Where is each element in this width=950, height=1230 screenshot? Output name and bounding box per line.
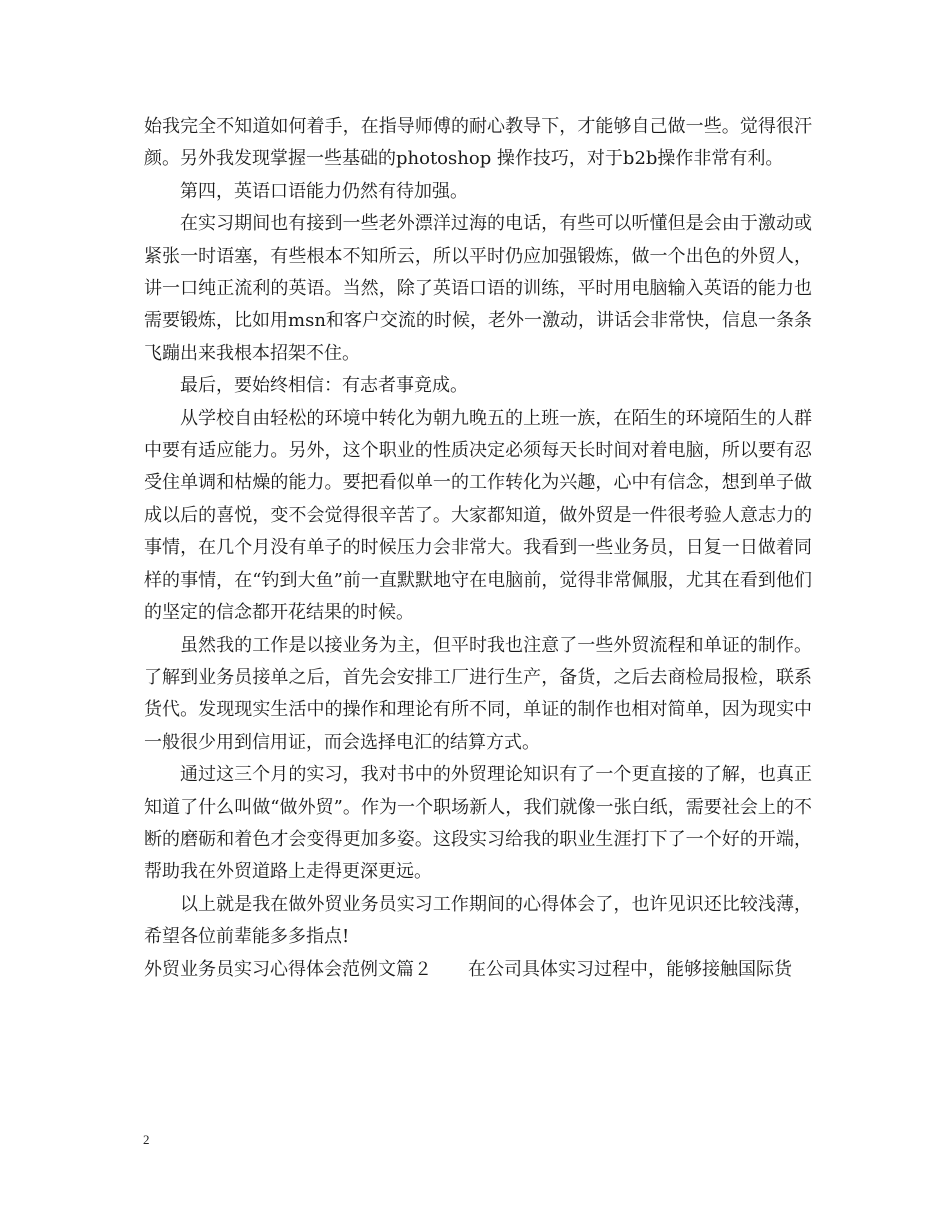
paragraph-8: 以上就是我在做外贸业务员实习工作期间的心得体会了，也许见识还比较浅薄，希望各位前辈能多多指点! [144,893,812,948]
paragraph-1: 始我完全不知道如何着手，在指导师傅的耐心教导下，才能够自己做一些。觉得很汗颜。另外我发现掌握一些基础的photoshop 操作技巧，对于b2b操作非常有利。 [144,116,812,170]
paragraph-2: 第四，英语口语能力仍然有待加强。 [180,180,468,202]
paragraph-7: 通过这三个月的实习，我对书中的外贸理论知识有了一个更直接的了解，也真正知道了什么叫做“做外贸”。作为一个职场新人，我们就像一张白纸，需要社会上的不断的磨砺和着色才会变得更加多姿。这段实习给我的职业生涯打下了一个好的开端，帮助我在外贸道路上走得更深更远。 [144,764,812,883]
paragraph-6: 虽然我的工作是以接业务为主，但平时我也注意了一些外贸流程和单证的制作。了解到业务员接单之后，首先会安排工厂进行生产，备货，之后去商检局报检，联系货代。发现现实生活中的操作和理论有所不同，单证的制作也相对简单，因为现实中一般很少用到信用证，而会选择电汇的结算方式。 [144,634,812,753]
body-text [144,111,812,986]
paragraph-5: 从学校自由轻松的环境中转化为朝九晚五的上班一族，在陌生的环境陌生的人群中要有适应能力。另外，这个职业的性质决定必须每天长时间对着电脑，所以要有忍受住单调和枯燥的能力。要把看似单一的工作转化为兴趣，心中有信念，想到单子做成以后的喜悦，变不会觉得很辛苦了。大家都知道，做外贸是一件很考验人意志力的事情，在几个月没有单子的时候压力会非常大。我看到一些业务员，日复一日做着同样的事情，在“钓到大鱼”前一直默默地守在电脑前，觉得非常佩服，尤其在看到他们的坚定的信念都开花结果的时候。 [144,407,812,624]
page-number: 2 [143,1132,150,1147]
paragraph-4: 最后，要始终相信：有志者事竟成。 [180,375,468,397]
paragraph-3: 在实习期间也有接到一些老外漂洋过海的电话，有些可以听懂但是会由于激动或紧张一时语塞，有些根本不知所云，所以平时仍应加强锻炼，做一个出色的外贸人，讲一口纯正流利的英语。当然，除了英语口语的训练，平时用电脑输入英语的能力也需要锻炼，比如用msn和客户交流的时候，老外一激动，讲话会非常快，信息一条条飞蹦出来我根本招架不住。 [144,213,812,364]
next-article-heading-line: 外贸业务员实习心得体会范例文篇２ 在公司具体实习过程中，能够接触国际货 [144,958,792,980]
